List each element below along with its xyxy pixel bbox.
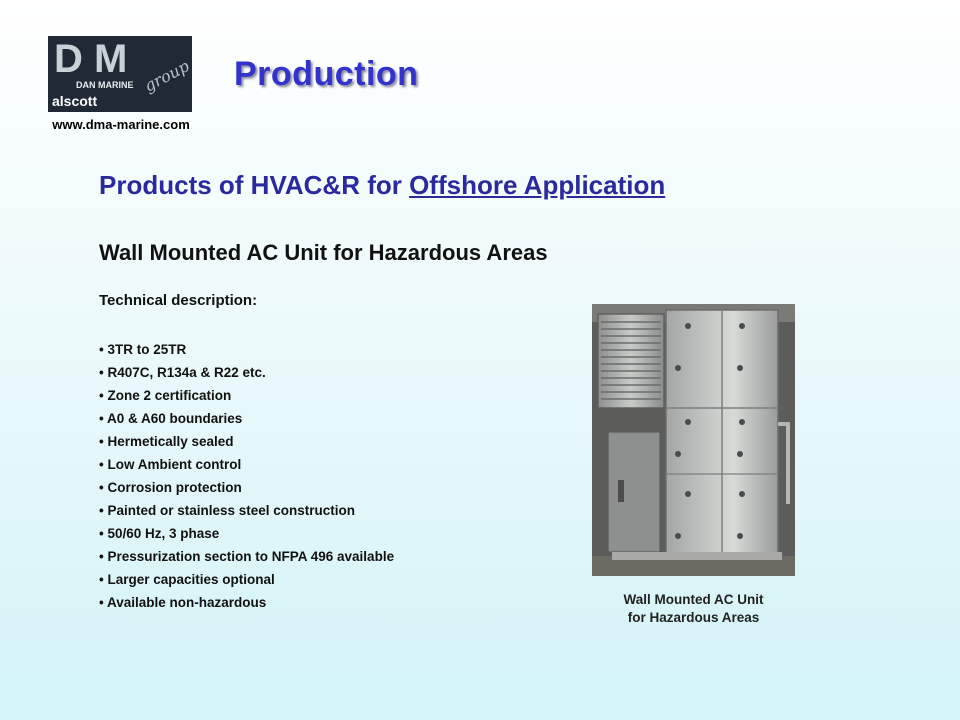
feature-item: • Hermetically sealed (99, 434, 234, 449)
photo-caption (592, 591, 795, 627)
feature-item: • R407C, R134a & R22 etc. (99, 365, 266, 380)
products-subtitle (99, 170, 665, 201)
feature-item: • Painted or stainless steel construction (99, 503, 356, 518)
subtitle-prefix: Products of HVAC&R for (99, 170, 410, 200)
company-logo (48, 36, 192, 112)
feature-item: • Corrosion protection (99, 480, 242, 495)
offshore-application-link[interactable]: Offshore Application (409, 170, 666, 200)
caption-line1: Wall Mounted AC Unit (623, 592, 764, 607)
caption-line2: for Hazardous Areas (627, 610, 760, 625)
feature-list (99, 340, 394, 616)
feature-item: • 3TR to 25TR (99, 342, 187, 357)
product-heading: Wall Mounted AC Unit for Hazardous Areas (99, 240, 548, 265)
feature-item: • Pressurization section to NFPA 496 available (99, 549, 395, 564)
logo-script: group (140, 56, 192, 96)
feature-item: • Low Ambient control (99, 457, 242, 472)
website-url: www.dma-marine.com (52, 117, 190, 132)
feature-item: • 50/60 Hz, 3 phase (99, 526, 220, 541)
logo-letters: D M (54, 37, 128, 81)
ac-unit-photo (592, 304, 795, 576)
feature-item: • Available non-hazardous (99, 595, 267, 610)
feature-item: • A0 & A60 boundaries (99, 411, 243, 426)
logo-line2: alscott (52, 93, 98, 109)
page-title: Production (234, 55, 419, 93)
feature-item: • Larger capacities optional (99, 572, 275, 587)
feature-item: • Zone 2 certification (99, 388, 232, 403)
technical-description-label: Technical description: (99, 292, 258, 309)
logo-line1: DAN MARINE (76, 80, 134, 90)
